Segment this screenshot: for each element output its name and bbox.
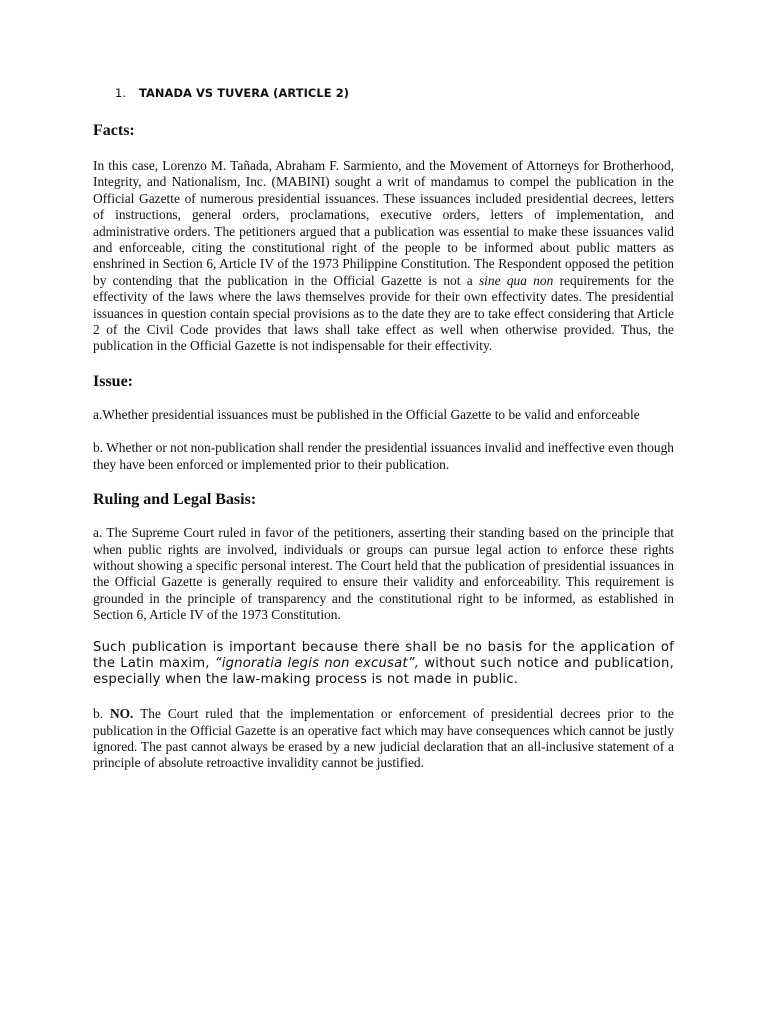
facts-text-2: requirements for the effectivity of the laws where the laws themselves provide for their own effectivity dates. The presidential issuances in question contain special provisions as to the date they are to take effect considering that Article 2 of the Civil Code provides that laws shall take effect as well when otherwise provided. Thus, the publication in the Official Gazette is not indispensable for their effectivity.	[93, 272, 674, 354]
facts-italic-term: sine qua non	[478, 272, 554, 288]
ruling-b-prefix: b.	[93, 706, 104, 722]
issue-a: a.Whether presidential issuances must be published in the Official Gazette to be valid and enforceable	[93, 406, 640, 422]
maxim-italic: “ignoratia legis non excusat”,	[214, 655, 420, 671]
facts-text-1: In this case, Lorenzo M. Tañada, Abraham F. Sarmiento, and the Movement of Attorneys for Brotherhood, Integrity, and Nationalism, Inc. (MABINI) sought a writ of mandamus to compel the publication in the Official Gazette of numerous presidential issuances. These issuances included presidential decrees, letters of instructions, general orders, proclamations, executive orders, letters of implementation, and administrative orders. The petitioners argued that a publication was essential to make these issuances valid and enforceable, citing the constitutional right of the people to be informed about public matters as enshrined in Section 6, Article IV of the 1973 Philippine Constitution. The Respondent opposed the petition by contending that the publication in the Official Gazette is not a	[93, 158, 674, 288]
facts-paragraph	[93, 158, 674, 355]
ruling-b-answer: NO.	[109, 706, 134, 722]
maxim-paragraph	[93, 640, 674, 689]
document-content	[93, 86, 674, 772]
case-number: 1.	[115, 86, 127, 100]
case-heading	[115, 86, 674, 100]
issue-heading: Issue:	[93, 372, 134, 390]
facts-heading: Facts:	[93, 122, 135, 139]
maxim-text-2: without such notice and publication, especially when the law-making process is not made in public.	[93, 655, 674, 687]
issue-b: b. Whether or not non-publication shall render the presidential issuances invalid and ineffective even though they have been enforced or implemented prior to their publication.	[93, 440, 674, 472]
case-title: TANADA VS TUVERA (ARTICLE 2)	[139, 86, 350, 100]
ruling-b	[93, 706, 674, 772]
ruling-b-text: The Court ruled that the implementation or enforcement of presidential decrees prior to the publication in the Official Gazette is an operative fact which may have consequences which cannot be justly ignored. The past cannot always be erased by a new judicial declaration that an all-inclusive statement of a principle of absolute retroactive invalidity cannot be justified.	[93, 706, 674, 771]
maxim-text-1: Such publication is important because there shall be no basis for the application of the Latin maxim,	[93, 639, 674, 671]
ruling-a: a. The Supreme Court ruled in favor of the petitioners, asserting their standing based on the principle that when public rights are involved, individuals or groups can pursue legal action to enforce these rights without showing a specific personal interest. The Court held that the publication of presidential issuances in the Official Gazette is generally required to ensure their validity and enforceability. This requirement is grounded in the principle of transparency and the constitutional right to be informed, as established in Section 6, Article IV of the 1973 Constitution.	[93, 525, 674, 623]
ruling-heading: Ruling and Legal Basis:	[93, 491, 257, 509]
